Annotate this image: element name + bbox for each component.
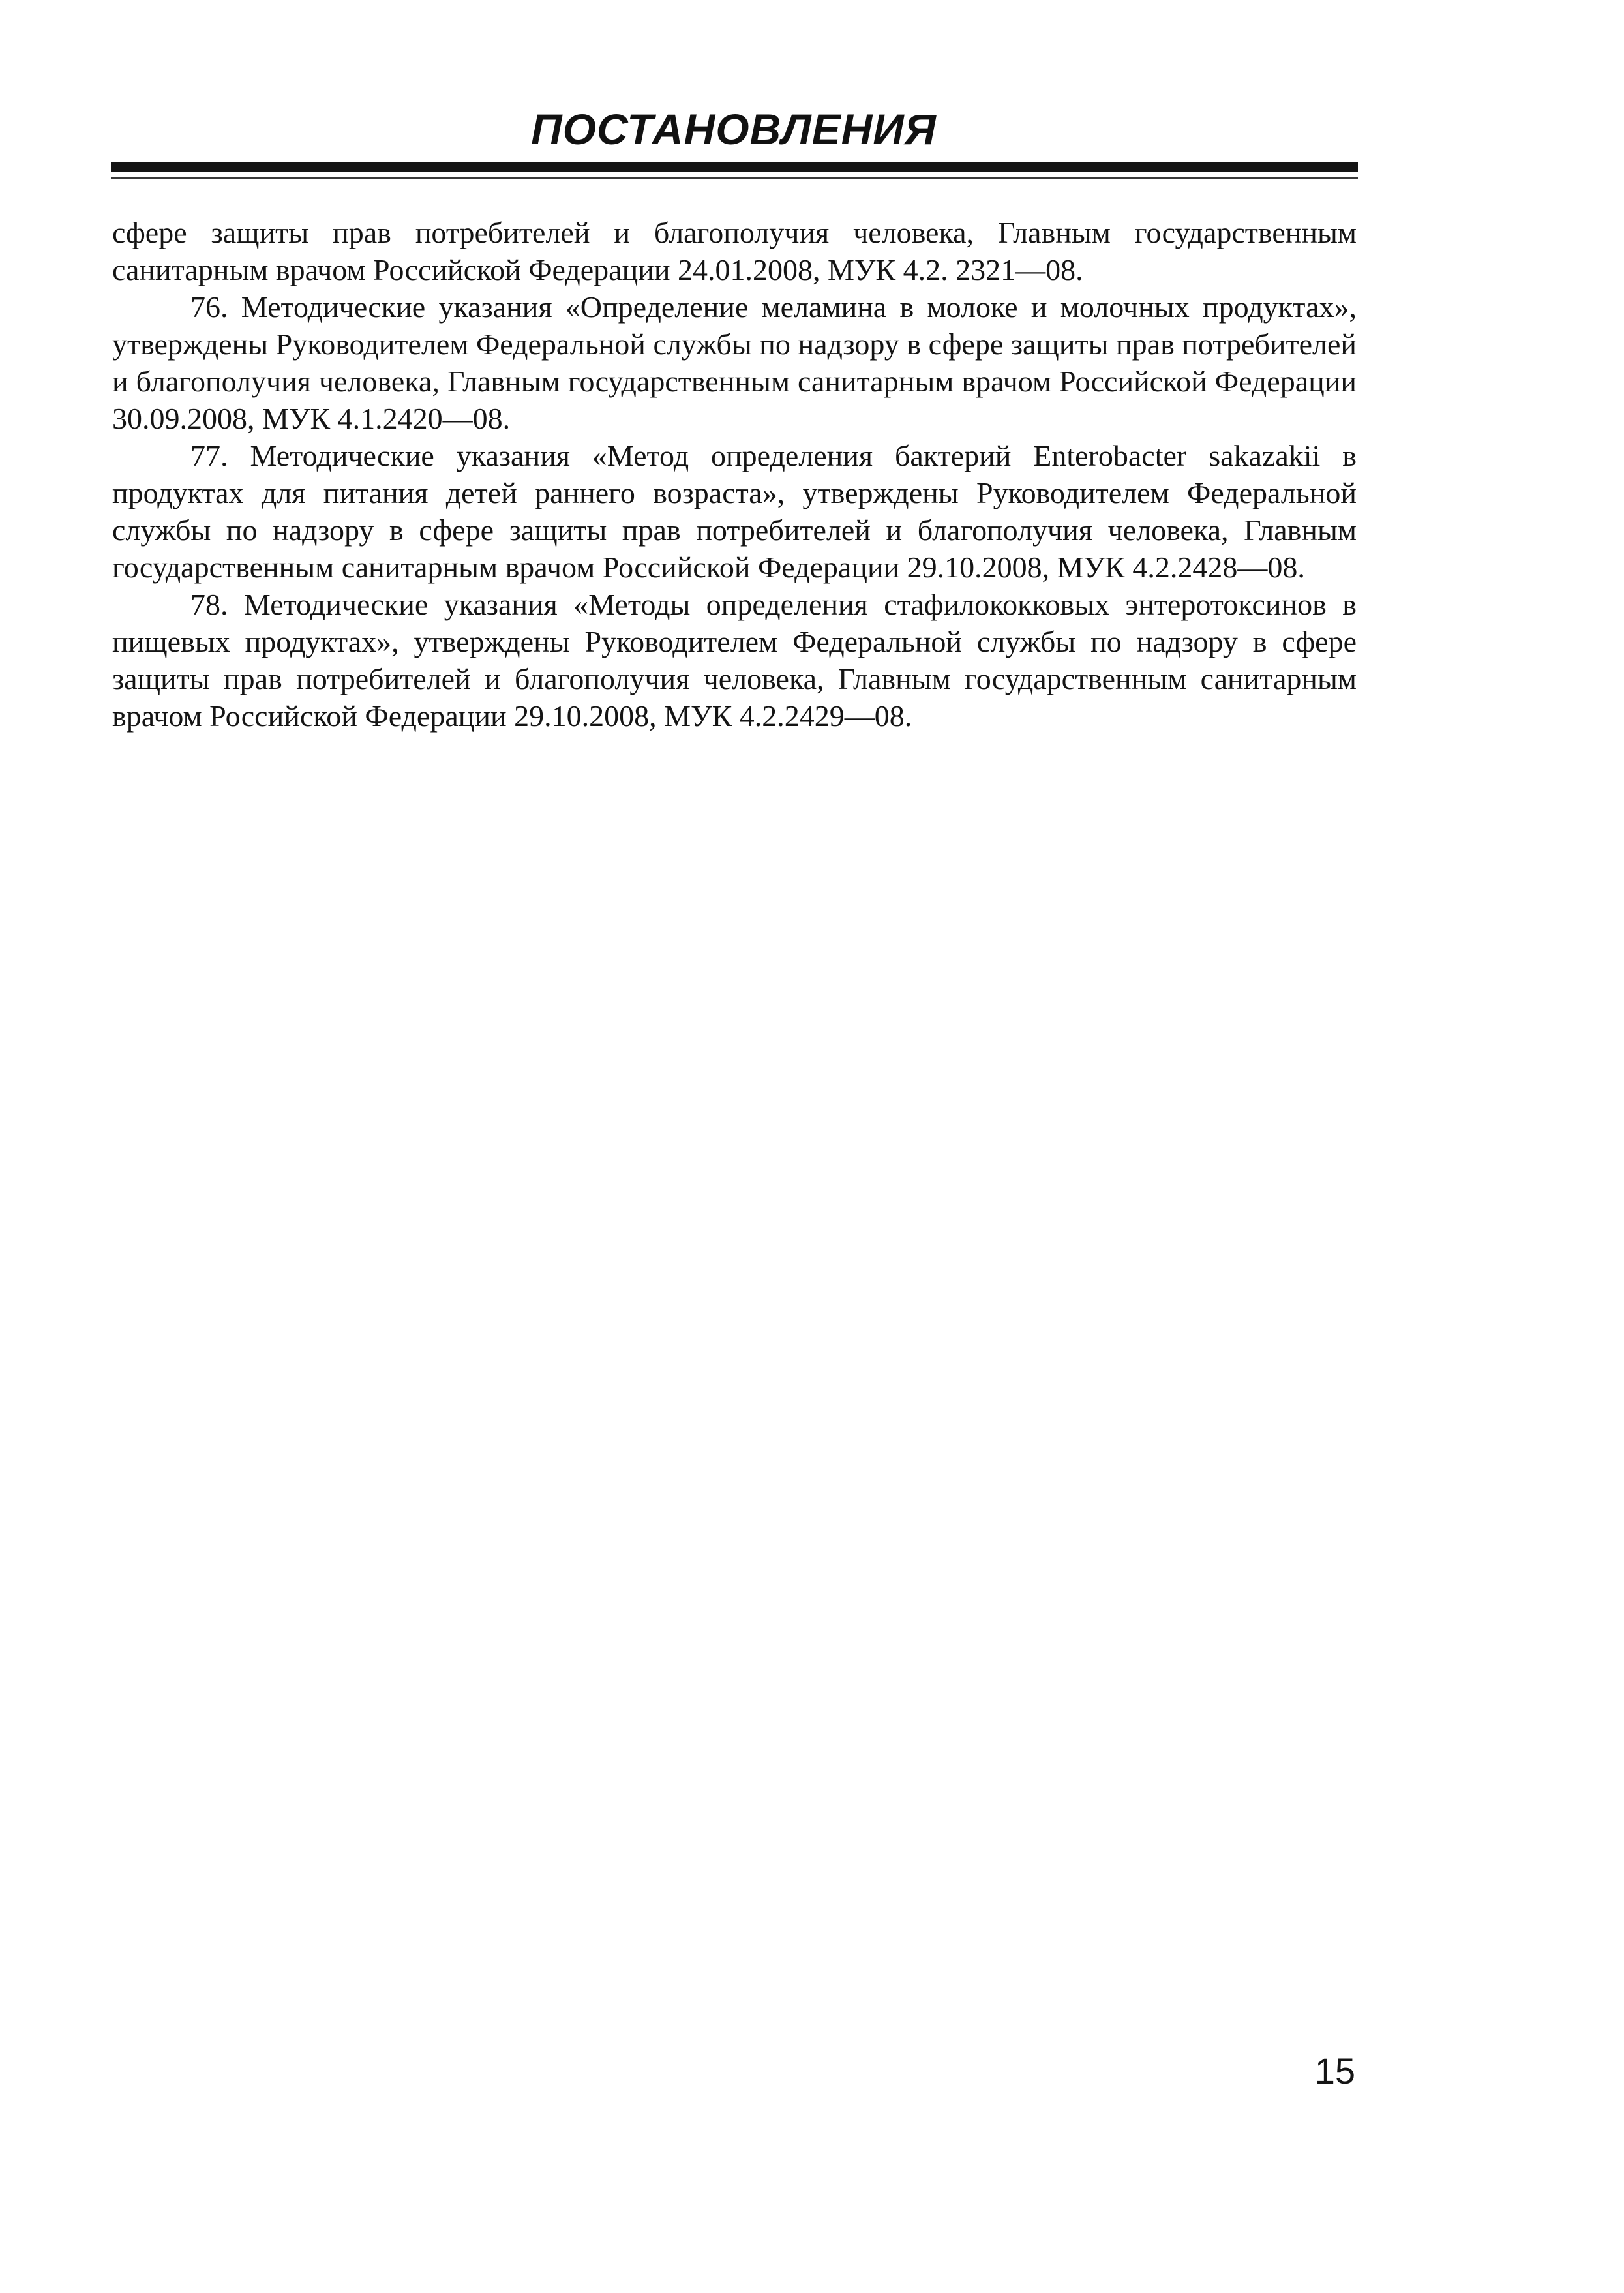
running-header-title: ПОСТАНОВЛЕНИЯ [531,105,937,153]
page-number: 15 [1314,2050,1355,2091]
header-rule-thin [111,177,1358,179]
paragraph-continuation: сфере защиты прав потребителей и благополучия человека, Главным государственным санитарным врачом Российской Федерации 24.01.2008, МУК 4.2. 2321—08. [112,216,1357,286]
list-item-78: 78. Методические указания «Методы определения стафилококковых энтеротоксинов в пищевых продуктах», утверждены Руководителем Федеральной службы по надзору в сфере защиты прав потребителей и благополучия человека, Главным государственным санитарным врачом Российской Федерации 29.10.2008, МУК 4.2.2429—08. [112,588,1357,733]
list-item-76: 76. Методические указания «Определение меламина в молоке и молочных продуктах», утверждены Руководителем Федеральной службы по надзору в сфере защиты прав потребителей и благополучия человека, Главным государственным санитарным врачом Российской Федерации 30.09.2008, МУК 4.1.2420—08. [112,290,1357,435]
body-text [112,214,1357,735]
header-rule-thick [111,162,1358,172]
list-item-77: 77. Методические указания «Метод определения бактерий Enterobacter sakazakii в продуктах для питания детей раннего возраста», утверждены Руководителем Федеральной службы по надзору в сфере защиты прав потребителей и благополучия человека, Главным государственным санитарным врачом Российской Федерации 29.10.2008, МУК 4.2.2428—08. [112,439,1357,584]
